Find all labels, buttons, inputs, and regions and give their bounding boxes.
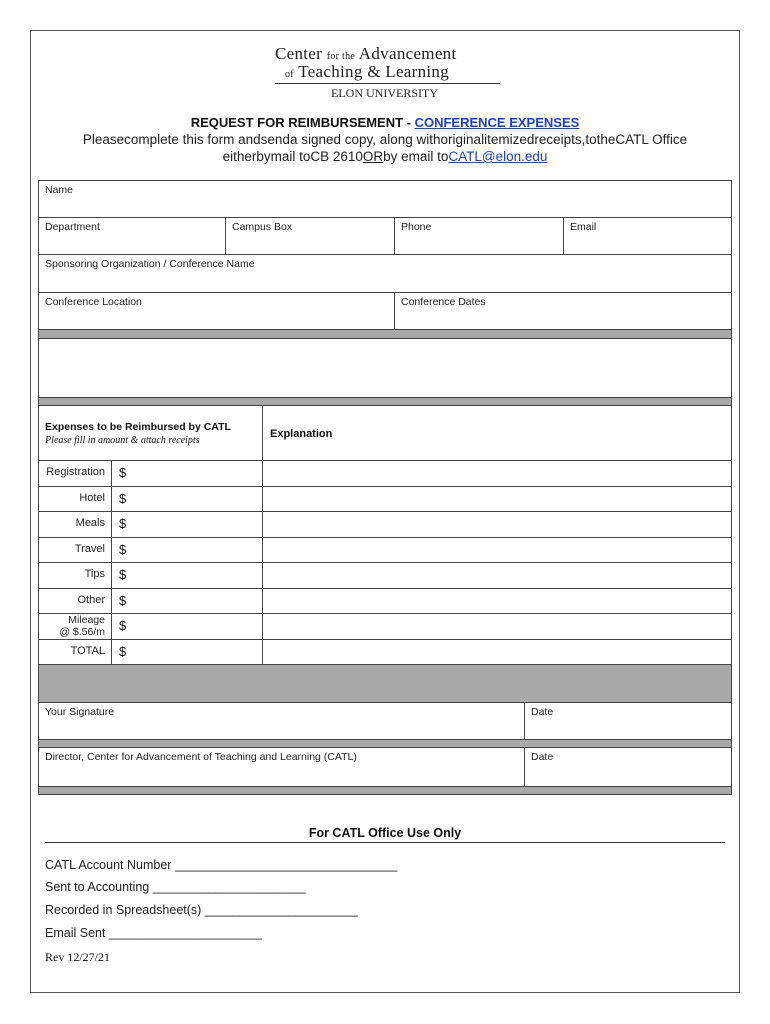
dollar-sign: $ — [119, 593, 127, 608]
logo-of: of — [285, 69, 294, 80]
logo-university: ELON UNIVERSITY — [331, 86, 438, 100]
expense-explanation-field[interactable] — [262, 562, 732, 589]
expense-label-cell — [38, 511, 112, 538]
your-signature-label: Your Signature — [45, 706, 115, 718]
dates-label: Conference Dates — [401, 296, 486, 308]
expense-amount-field[interactable] — [111, 511, 263, 538]
logo-rule — [275, 83, 500, 84]
expense-label: TOTAL — [70, 645, 105, 657]
intro-or: OR — [362, 149, 384, 164]
expense-label-rate: @ $.56/m — [59, 626, 105, 638]
campus-box-field[interactable] — [225, 217, 395, 255]
revision-date: Rev 12/27/21 — [45, 950, 110, 964]
expense-explanation-field[interactable] — [262, 486, 732, 512]
director-date-label: Date — [531, 751, 554, 763]
sponsor-field[interactable] — [38, 254, 732, 293]
department-label: Department — [45, 221, 100, 233]
expense-explanation-field[interactable] — [262, 511, 732, 538]
expense-label: Hotel — [79, 492, 105, 504]
dollar-sign: $ — [119, 516, 127, 531]
expense-label-cell — [38, 486, 112, 512]
sponsor-label: Sponsoring Organization / Conference Name — [45, 258, 255, 270]
director-signature-field[interactable] — [38, 747, 525, 787]
expense-label-cell — [38, 613, 112, 640]
expense-explanation-field[interactable] — [262, 537, 732, 563]
email-label: Email — [570, 221, 597, 233]
expense-amount-field[interactable] — [111, 537, 263, 563]
expense-explanation-field[interactable] — [262, 613, 732, 640]
intro-line-2 — [0, 149, 770, 164]
expense-amount-field[interactable] — [111, 639, 263, 665]
campus-box-label: Campus Box — [232, 221, 293, 233]
expense-label: Travel — [74, 543, 105, 555]
expense-label-cell — [38, 460, 112, 487]
expense-label: Registration — [46, 466, 105, 478]
expense-label: Tips — [84, 568, 105, 580]
logo-teaching-learning: Teaching & Learning — [298, 62, 450, 81]
name-label: Name — [45, 184, 74, 196]
phone-field[interactable] — [394, 217, 564, 255]
form-title — [0, 115, 770, 130]
your-signature-field[interactable] — [38, 702, 525, 740]
expense-label: Meals — [75, 517, 105, 529]
expenses-heading: Expenses to be Reimbursed by CATL — [45, 421, 231, 433]
explanation-heading-cell — [262, 405, 732, 461]
expense-label: Mileage — [68, 614, 105, 626]
title-link[interactable]: CONFERENCE EXPENSES — [414, 115, 580, 130]
logo-advancement: Advancement — [358, 44, 457, 63]
title-prefix: REQUEST FOR REIMBURSEMENT - — [190, 115, 415, 130]
intro-line-1: Pleasecomplete this form andsenda signed copy, along withoriginalitemizedreceipts,totheCATL Office — [82, 132, 688, 147]
intro-mail-text: eitherbymail toCB 2610 — [222, 149, 363, 164]
department-field[interactable] — [38, 217, 226, 255]
expense-amount-field[interactable] — [111, 613, 263, 640]
dollar-sign: $ — [119, 618, 127, 633]
location-label: Conference Location — [45, 296, 142, 308]
sent-to-accounting-line[interactable]: Sent to Accounting ______________________ — [45, 880, 306, 894]
expense-label-cell — [38, 537, 112, 563]
expense-amount-field[interactable] — [111, 588, 263, 614]
explanation-heading: Explanation — [270, 428, 333, 440]
dollar-sign: $ — [119, 542, 127, 557]
director-date-field[interactable] — [524, 747, 732, 787]
expense-explanation-field[interactable] — [262, 588, 732, 614]
dollar-sign: $ — [119, 465, 127, 480]
expense-amount-field[interactable] — [111, 460, 263, 487]
expenses-subheading: Please fill in amount & attach receipts — [45, 435, 200, 446]
expense-label-cell — [38, 588, 112, 614]
dollar-sign: $ — [119, 491, 127, 506]
expenses-heading-cell — [38, 405, 263, 461]
dollar-sign: $ — [119, 567, 127, 582]
dollar-sign: $ — [119, 644, 127, 659]
expense-explanation-field[interactable] — [262, 639, 732, 665]
email-field[interactable] — [563, 217, 732, 255]
location-field[interactable] — [38, 292, 395, 330]
recorded-spreadsheet-line[interactable]: Recorded in Spreadsheet(s) ______________________ — [45, 903, 358, 917]
logo-center: Center — [275, 44, 323, 63]
signature-date-field[interactable] — [524, 702, 732, 740]
email-sent-line[interactable]: Email Sent ______________________ — [45, 926, 262, 940]
dates-field[interactable] — [394, 292, 732, 330]
phone-label: Phone — [401, 221, 432, 233]
office-use-title: For CATL Office Use Only — [308, 826, 462, 840]
grey-separator — [38, 786, 732, 795]
director-label: Director, Center for Advancement of Teaching and Learning (CATL) — [45, 751, 357, 763]
name-field[interactable] — [38, 180, 732, 218]
expense-amount-field[interactable] — [111, 486, 263, 512]
signature-date-label: Date — [531, 706, 554, 718]
intro-email-text: by email to — [383, 149, 449, 164]
expense-explanation-field[interactable] — [262, 460, 732, 487]
expense-amount-field[interactable] — [111, 562, 263, 589]
expense-label: Other — [77, 594, 105, 606]
email-link[interactable]: CATL@elon.edu — [448, 149, 548, 164]
grey-band — [38, 664, 732, 703]
logo-for-the: for the — [326, 51, 356, 62]
expense-label-cell — [38, 562, 112, 589]
account-number-line[interactable]: CATL Account Number ________________________________ — [45, 858, 398, 872]
expense-label-cell — [38, 639, 112, 665]
blank-notes-box[interactable] — [38, 338, 732, 398]
office-rule — [45, 842, 725, 843]
